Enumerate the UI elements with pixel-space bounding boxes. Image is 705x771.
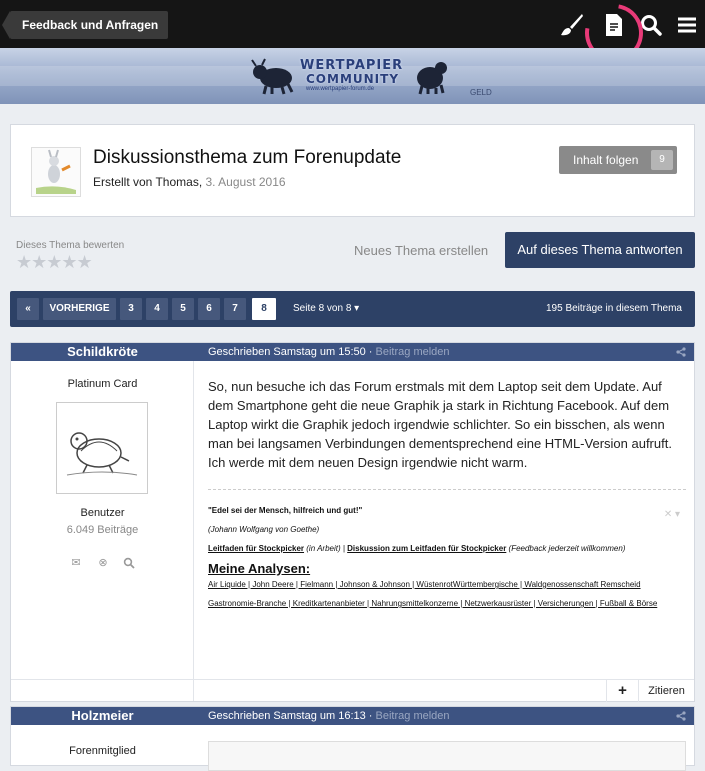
signature-analysis-links[interactable]: Gastronomie-Branche | Kreditkartenanbieter | Nahrungsmittelkonzerne | Netzwerkausrüster | Versicherungen | Fußball & Börse — [208, 599, 658, 608]
site-banner[interactable] — [0, 48, 705, 104]
banner-logo-line1: WERTPAPIER — [300, 58, 404, 73]
signature-hide-icon[interactable]: ✕ ▾ — [663, 509, 680, 520]
report-post-link[interactable]: Beitrag melden — [375, 346, 450, 358]
post-written-label: Geschrieben Samstag um 15:50 · — [208, 346, 376, 358]
ignore-icon[interactable]: ⊗ — [98, 557, 108, 569]
post-body: So, nun besuche ich das Forum erstmals mit dem Laptop seit dem Update. Auf dem Smartphone geht die neue Graphik ja stark in Richtung Facebook. Auf dem Laptop wirkt die Graphik jedoch irgendwie schlichter. So ein bisschen, als wenn man bei langsamen Verbindungen dementsprechend eine HTML-Version aufruft. Ich werde mit dem neuen Design irgendwie nicht warm. — [208, 379, 672, 470]
post-header — [11, 343, 694, 361]
post-written-label: Geschrieben Samstag um 16:13 · — [208, 710, 376, 722]
post-timestamp — [208, 343, 450, 361]
created-by[interactable]: Erstellt von Thomas, — [93, 175, 203, 189]
page-button[interactable]: 5 — [172, 298, 194, 320]
back-breadcrumb-button[interactable]: Feedback und Anfragen — [10, 11, 168, 39]
new-topic-button[interactable]: Neues Thema erstellen — [354, 243, 489, 258]
menu-icon[interactable] — [674, 12, 700, 38]
post-signature — [208, 489, 686, 616]
signature-link[interactable]: Leitfaden für Stockpicker — [208, 544, 305, 553]
post — [10, 706, 695, 766]
post-footer — [11, 679, 694, 701]
brush-icon[interactable] — [558, 12, 584, 38]
message-icon[interactable]: ✉ — [71, 557, 81, 569]
post-header — [11, 707, 694, 725]
top-navigation-bar — [0, 0, 705, 48]
signature-quote-author: (Johann Wolfgang von Goethe) — [208, 525, 320, 534]
member-post-count: 6.049 Beiträge — [66, 524, 139, 536]
rating-stars[interactable]: ★★★★★ — [16, 252, 92, 272]
signature-link[interactable]: Diskussion zum Leitfaden für Stockpicker — [347, 544, 507, 553]
quoted-content-box — [208, 741, 686, 771]
page-title: Diskussionsthema zum Forenupdate — [93, 147, 402, 168]
page-button[interactable]: 6 — [198, 298, 220, 320]
page-button[interactable]: 7 — [224, 298, 246, 320]
post-author-name[interactable]: Holzmeier — [71, 708, 134, 723]
page-select-dropdown[interactable]: Seite 8 von 8 ▾ — [293, 303, 360, 314]
quote-button[interactable]: Zitieren — [638, 680, 694, 702]
multiquote-plus-button[interactable]: + — [606, 680, 638, 702]
member-group: Forenmitglied — [69, 745, 136, 757]
reply-button[interactable]: Auf dieses Thema antworten — [505, 232, 695, 268]
page-button[interactable]: 4 — [146, 298, 168, 320]
follow-button[interactable] — [559, 146, 677, 174]
signature-analysis-links[interactable]: Air Liquide | John Deere | Fielmann | Johnson & Johnson | WüstenrotWürttembergische | Waldgenossenschaft Remscheid — [208, 580, 641, 589]
topic-meta — [93, 175, 286, 189]
banner-logo-line2: COMMUNITY — [306, 72, 400, 86]
topic-author-avatar[interactable] — [31, 147, 81, 197]
member-group: Platinum Card — [67, 378, 138, 390]
follow-count-badge: 9 — [651, 150, 673, 170]
member-role: Benutzer — [80, 507, 125, 519]
post-author-name[interactable]: Schildkröte — [67, 344, 138, 359]
signature-note: (Feedback jederzeit willkommen) — [506, 544, 626, 553]
share-icon[interactable] — [676, 711, 686, 721]
author-sidebar — [11, 361, 194, 701]
created-date: 3. August 2016 — [205, 175, 286, 189]
post — [10, 342, 695, 702]
rate-label: Dieses Thema bewerten — [16, 240, 125, 251]
first-page-button[interactable]: « — [17, 298, 39, 320]
signature-heading: Meine Analysen: — [208, 561, 311, 576]
banner-logo-url: www.wertpapier-forum.de — [306, 86, 375, 92]
topic-header — [10, 124, 695, 217]
report-post-link[interactable]: Beitrag melden — [375, 710, 450, 722]
share-icon[interactable] — [676, 347, 686, 357]
signature-quote: "Edel sei der Mensch, hilfreich und gut!" — [208, 506, 363, 515]
page-button[interactable]: 3 — [120, 298, 142, 320]
signature-note: (in Arbeit) | — [304, 544, 348, 553]
pagination-bar — [10, 291, 695, 327]
bull-icon — [250, 56, 298, 96]
bear-icon — [410, 56, 450, 96]
author-avatar[interactable] — [56, 402, 148, 494]
banner-geld-text: GELD — [470, 88, 492, 97]
post-timestamp — [208, 707, 450, 725]
previous-page-button[interactable]: VORHERIGE — [43, 298, 116, 320]
post-count-total: 195 Beiträge in diesem Thema — [545, 303, 682, 314]
follow-label: Inhalt folgen — [573, 153, 639, 167]
search-icon[interactable] — [123, 557, 135, 569]
current-page-button[interactable]: 8 — [252, 298, 276, 320]
